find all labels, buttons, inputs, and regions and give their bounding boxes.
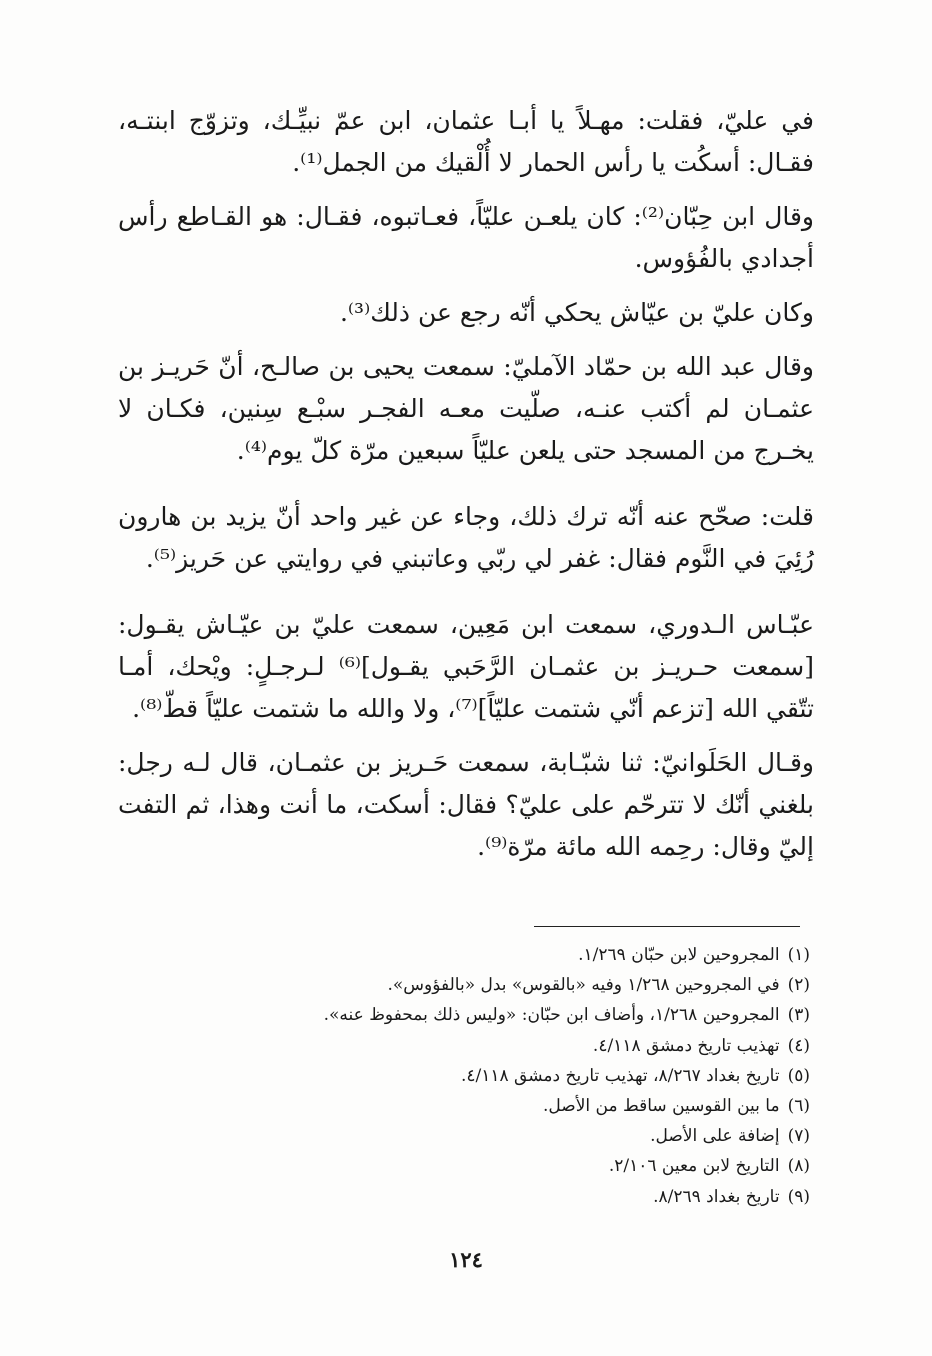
footnote-number: (٢) bbox=[787, 975, 810, 996]
footnote-text: تاريخ بغداد ٨/٢٦٧، تهذيب تاريخ دمشق ٤/١١٨. bbox=[460, 1065, 780, 1086]
footnote-divider bbox=[534, 926, 800, 927]
paragraph-5: قلت: صحّح عنه أنّه ترك ذلك، وجاء عن غير واحد أنّ يزيد بن هارون رُئِيَ في النَّوم فقال: غفر لي ربّي وعاتبني في روايتي عن حَريز⁽⁵⁾. bbox=[118, 502, 814, 573]
paragraph-7: وقـال الحَلَوانيّ: ثنا شبّـابة، سمعت حَـريز بن عثمـان، قال لـه رجل: بلغني أنّك لا تترحّم على عليّ؟ فقال: أسكت، ما أنت وهذا، ثم التفت إليّ وقال: رحِمه الله مائة مرّة⁽⁹⁾. bbox=[118, 748, 814, 861]
paragraph-1: في عليّ، فقلت: مهـلاً يا أبـا عثمان، ابن عمّ نبيِّـك، وتزوّج ابنتـه، فقـال: أسكُت يا رأس الحمار لا أُلْقيك من الجمل⁽¹⁾. bbox=[118, 106, 814, 177]
footnotes bbox=[118, 940, 810, 1212]
paragraph-6: عبّـاس الـدوري، سمعت ابن مَعِين، سمعت عليّ بن عيّـاش يقـول: [سمعت حـريـز بن عثمـان الرَّحَبي يقـول]⁽⁶⁾ لـرجـلٍ: ويْحك، أمـا تتّقي الله [تزعم أنّي شتمت عليّاً]⁽⁷⁾، ولا والله ما شتمت عليّاً قطّ⁽⁸⁾. bbox=[118, 610, 814, 723]
footnote-8 bbox=[118, 1151, 810, 1181]
paragraph-4: وقال عبد الله بن حمّاد الآمليّ: سمعت يحيى بن صالـح، أنّ حَريـز بن عثمـان لم أكتب عنـه، صلّيت معـه الفجـر سبْـع سِنين، فكـان لا يخـرج من المسجد حتى يلعن عليّاً سبعين مرّة كلّ يوم⁽⁴⁾. bbox=[118, 352, 814, 465]
main-text bbox=[118, 100, 814, 880]
footnote-text: المجروحين ١/٢٦٨، وأضاف ابن حبّان: «وليس ذلك بمحفوظ عنه». bbox=[323, 1005, 780, 1026]
footnote-5 bbox=[118, 1061, 810, 1091]
footnote-7 bbox=[118, 1121, 810, 1151]
footnote-6 bbox=[118, 1091, 810, 1121]
footnote-text: المجروحين لابن حبّان ١/٢٦٩. bbox=[578, 945, 780, 965]
footnote-number: (٨) bbox=[787, 1156, 810, 1177]
footnote-number: (١) bbox=[787, 945, 810, 965]
footnote-4 bbox=[118, 1031, 810, 1061]
footnote-text: تهذيب تاريخ دمشق ٤/١١٨. bbox=[592, 1035, 780, 1056]
footnote-9 bbox=[118, 1182, 810, 1212]
footnote-2 bbox=[118, 970, 810, 1000]
footnote-number: (٧) bbox=[787, 1126, 810, 1147]
footnote-number: (٣) bbox=[787, 1005, 810, 1026]
footnote-number: (٤) bbox=[787, 1035, 810, 1056]
paragraph-2: وقال ابن حِبّان⁽²⁾: كان يلعـن عليّاً، فعـاتبوه، فقـال: هو القـاطع رأس أجدادي بالفُؤوس. bbox=[118, 202, 814, 273]
footnote-text: إضافة على الأصل. bbox=[650, 1126, 780, 1147]
footnote-number: (٩) bbox=[787, 1186, 810, 1207]
footnote-text: في المجروحين ١/٢٦٨ وفيه «بالقوس» بدل «بالفؤوس». bbox=[387, 975, 780, 996]
footnote-number: (٦) bbox=[787, 1096, 810, 1117]
footnote-number: (٥) bbox=[787, 1065, 810, 1086]
footnote-text: تاريخ بغداد ٨/٢٦٩. bbox=[653, 1186, 780, 1207]
footnote-text: التاريخ لابن معين ٢/١٠٦. bbox=[608, 1156, 780, 1177]
page-number: ١٢٤ bbox=[449, 1247, 483, 1272]
footnote-3 bbox=[118, 1000, 810, 1030]
footnote-1 bbox=[118, 940, 810, 970]
footnote-text: ما بين القوسين ساقط من الأصل. bbox=[543, 1096, 780, 1117]
paragraph-3: وكان عليّ بن عيّاش يحكي أنّه رجع عن ذلك⁽³⁾. bbox=[339, 298, 814, 327]
